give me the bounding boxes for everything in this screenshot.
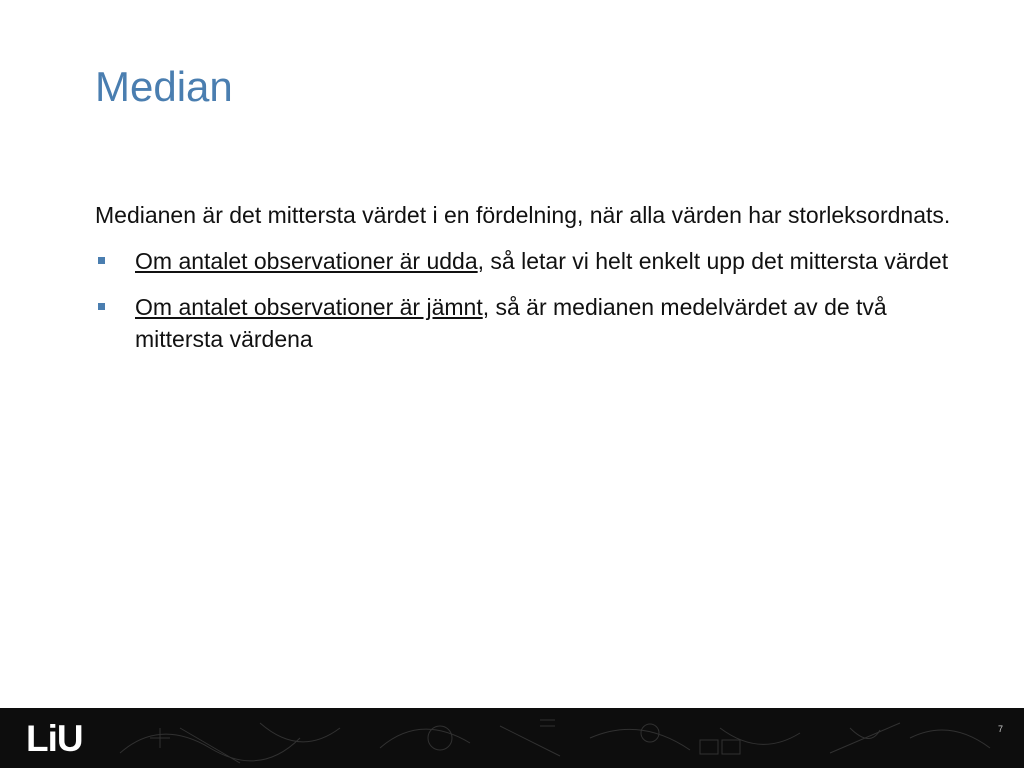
- intro-paragraph: Medianen är det mittersta värdet i en fördelning, när alla värden har storleksordnats.: [95, 202, 951, 228]
- bullet-odd-text: , så letar vi helt enkelt upp det mittersta värdet: [477, 248, 949, 274]
- footer-bar: [0, 708, 1024, 768]
- square-bullet-icon: [98, 257, 105, 264]
- liu-logo: LiU: [26, 718, 83, 759]
- page-number: 7: [997, 724, 1003, 734]
- bullet-even-text: , så är medianen medelvärdet av de två mittersta värdena: [135, 294, 887, 352]
- bullet-even: [95, 291, 955, 355]
- bullet-odd: [95, 245, 955, 277]
- slide-content: [95, 199, 955, 369]
- square-bullet-icon: [98, 303, 105, 310]
- bullet-even-underlined: Om antalet observationer är jämnt: [135, 294, 483, 320]
- chalkboard-texture: [0, 708, 1024, 768]
- bullet-odd-underlined: Om antalet observationer är udda: [135, 248, 478, 274]
- slide-title: Median: [95, 63, 233, 110]
